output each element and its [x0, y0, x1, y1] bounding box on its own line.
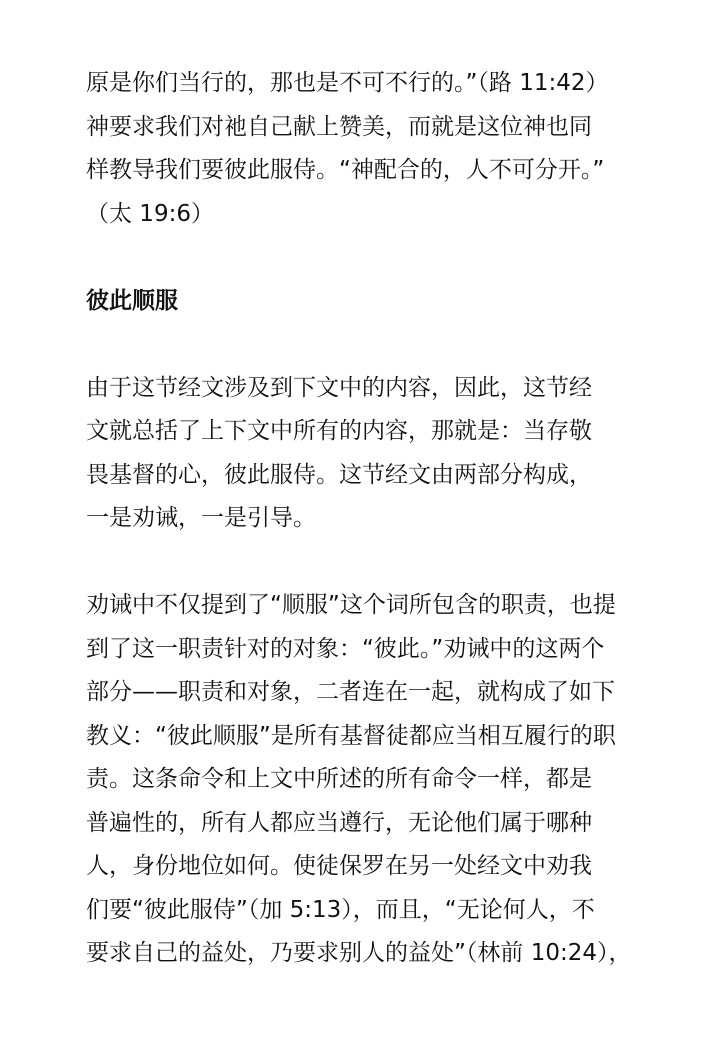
text-line: 责。这条命令和上文中所述的所有命令一样，都是	[86, 766, 592, 792]
text-line: 劝诫中不仅提到了“顺服”这个词所包含的职责，也提	[86, 592, 616, 618]
paragraph-3	[86, 584, 666, 976]
paragraph-spacer	[86, 323, 666, 367]
text-line: 样教导我们要彼此服侍。“神配合的，人不可分开。”	[86, 157, 605, 183]
text-line: （太 19:6）	[86, 200, 214, 227]
paragraph-2	[86, 367, 666, 541]
document-page	[86, 62, 666, 976]
text-line: 教义：“彼此顺服”是所有基督徒都应当相互履行的职	[86, 722, 616, 749]
text-line: 们要“彼此服侍”（加 5:13），而且，“无论何人，不	[86, 896, 595, 923]
text-line: 由于这节经文涉及到下文中的内容，因此，这节经	[86, 374, 592, 401]
text-line: 要求自己的益处，乃要求别人的益处”（林前 10:24），	[86, 940, 632, 966]
paragraph-spacer	[86, 236, 666, 280]
text-line: 原是你们当行的，那也是不可不行的。”（路 11:42）	[86, 70, 609, 96]
section-heading: 彼此顺服	[86, 287, 178, 314]
text-line: 人，身份地位如何。使徒保罗在另一处经文中劝我	[86, 853, 592, 879]
text-line: 畏基督的心，彼此服侍。这节经文由两部分构成，	[86, 461, 592, 488]
text-line: 一是劝诫，一是引导。	[86, 505, 316, 531]
text-line: 神要求我们对祂自己献上赞美，而就是这位神也同	[86, 113, 592, 140]
paragraph-spacer	[86, 541, 666, 585]
paragraph-1	[86, 62, 666, 236]
text-line: 部分——职责和对象，二者连在一起，就构成了如下	[86, 679, 615, 705]
text-line: 普遍性的，所有人都应当遵行，无论他们属于哪种	[86, 809, 592, 836]
text-line: 到了这一职责针对的对象：“彼此。”劝诫中的这两个	[86, 635, 605, 662]
text-line: 文就总括了上下文中所有的内容，那就是：当存敬	[86, 418, 592, 444]
